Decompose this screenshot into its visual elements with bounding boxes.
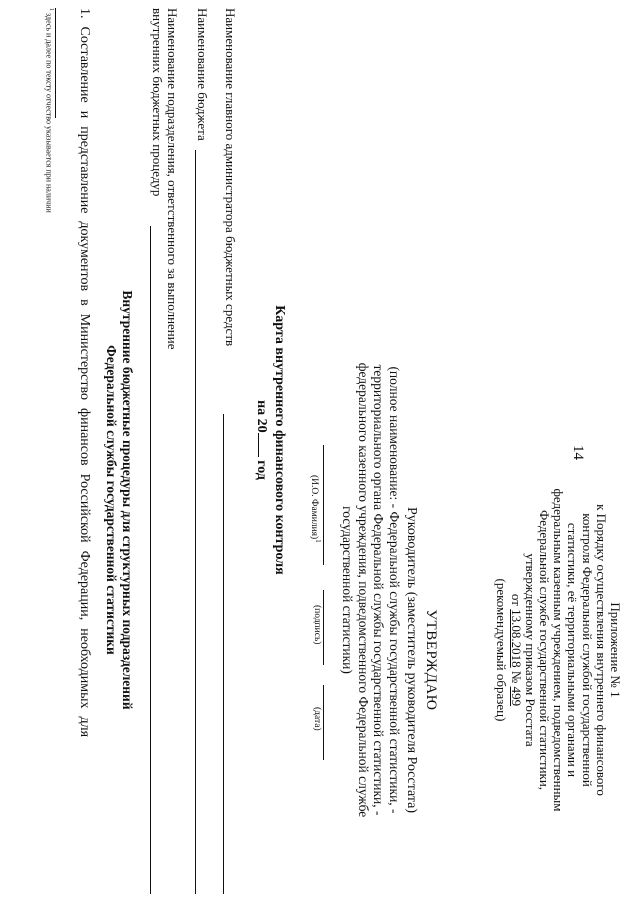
unit-field-label: Наименование подразделения, ответственного за выполнение внутренних бюджетных процедур <box>150 8 180 350</box>
appendix-line: статистики, её территориальными органами и <box>565 522 581 778</box>
signature-line <box>323 590 324 665</box>
order-date: 13.08.2018 <box>508 609 524 668</box>
approval-block <box>402 420 440 900</box>
footnote: $^1$ здесь и далее по тексту отчество указывается при наличии <box>44 8 54 213</box>
admin-field-label: Наименование главного администратора бюджетных средств <box>223 8 238 347</box>
budget-field-label: Наименование бюджета <box>195 8 210 141</box>
appendix-line: утвержденному приказом Росстата <box>522 553 538 747</box>
full-name-line: федерального казенного учреждения, подведомственного Федеральной службе <box>356 362 371 818</box>
admin-field-line[interactable] <box>223 414 224 894</box>
section-heading: Внутренние бюджетные процедуры для структурных подразделений Федеральной службы государственной статистики <box>104 290 135 710</box>
order-prefix: от <box>508 593 524 610</box>
appendix-block <box>494 415 622 885</box>
appendix-line: Приложение № 1 <box>608 602 623 698</box>
appendix-line: к Порядку осуществления внутреннего финансового <box>593 504 609 796</box>
signature-block <box>294 445 324 885</box>
name-label: (И.О. Фамилия)$^1$ <box>308 475 322 543</box>
order-reference <box>508 415 522 885</box>
title-line: Карта внутреннего финансового контроля <box>272 305 287 575</box>
appendix-line: федеральным казенным учреждением, подведомственным <box>551 488 567 812</box>
page-number: 14 <box>570 445 586 460</box>
full-name-line: территориального органа Федеральной службы государственной статистики, - <box>371 364 387 816</box>
year-blank <box>258 433 271 457</box>
order-no-prefix: № <box>508 667 524 687</box>
appendix-line: контроля Федеральной службой государственной <box>579 513 595 787</box>
procedure-paragraph: 1.СоставлениеипредставлениедокументоввМинистерствофинансовРоссийскойФедерации,необходимыхдля <box>77 8 92 738</box>
approve-heading: УТВЕРЖДАЮ <box>423 609 439 711</box>
document-title <box>253 120 288 760</box>
signature-label: (подпись) <box>312 605 322 645</box>
date-label: (дата) <box>312 707 322 731</box>
unit-field-line[interactable] <box>150 226 151 894</box>
footnote-rule <box>55 8 56 118</box>
title-year-line: на 20 год <box>254 400 269 480</box>
budget-field-line[interactable] <box>195 150 196 894</box>
order-number: 499 <box>508 686 524 707</box>
full-name-line: государственной статистики) <box>340 506 356 674</box>
recommended-sample: (рекомендуемый образец) <box>494 578 510 722</box>
name-line <box>323 445 324 565</box>
full-name-line: (полное наименование: - Федеральной службы государственной статистики, - <box>387 366 402 814</box>
full-name-note <box>340 270 402 910</box>
date-line <box>323 685 324 760</box>
appendix-line: Федеральной службе государственной статистики, <box>536 509 552 791</box>
approve-subheading: Руководитель (заместитель руководителя Росстата) <box>404 506 419 814</box>
